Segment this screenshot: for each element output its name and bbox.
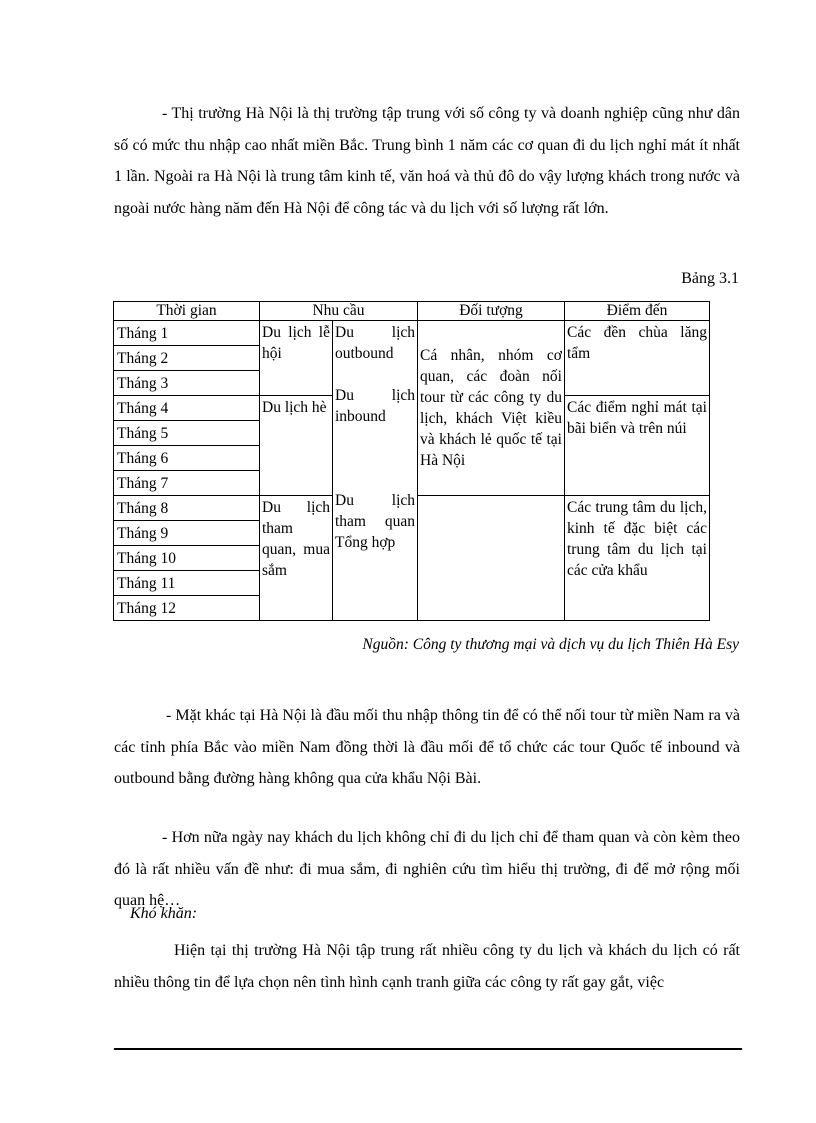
table-source-note: Nguồn: Công ty thương mại và dịch vụ du lịch Thiên Hà Esy xyxy=(362,636,739,653)
month-cell: Tháng 3 xyxy=(114,371,260,396)
header-diem-den: Điểm đến xyxy=(565,302,710,321)
demand-type-cell xyxy=(333,321,418,621)
demand-type-inbound: Du lịch inbound xyxy=(335,387,415,425)
target-customers-blank-cell xyxy=(418,496,565,621)
paragraph-information-hub: - Mặt khác tại Hà Nội là đầu mối thu nhập thông tin để có thể nối tour từ miền Nam ra và các tỉnh phía Bắc vào miền Nam đồng thời là đầu mối để tổ chức các tour Quốc tế inbound và outbound bằng đường hàng không qua cửa khẩu Nội Bài. xyxy=(114,707,740,787)
demand-group-cell: Du lịch tham quan, mua sắm xyxy=(260,496,333,621)
demand-group-cell: Du lịch lễ hội xyxy=(260,321,333,396)
month-cell: Tháng 8 xyxy=(114,496,260,521)
month-cell: Tháng 11 xyxy=(114,571,260,596)
kho-khan-heading: Khó khăn: xyxy=(130,905,198,922)
month-cell: Tháng 12 xyxy=(114,596,260,621)
table-caption: Bảng 3.1 xyxy=(681,270,739,287)
demand-group-cell: Du lịch hè xyxy=(260,396,333,496)
table-header-row xyxy=(114,302,710,321)
header-doi-tuong: Đối tượng xyxy=(418,302,565,321)
month-cell: Tháng 7 xyxy=(114,471,260,496)
target-customers-cell: Cá nhân, nhóm cơ quan, các đoàn nối tour từ các công ty du lịch, khách Việt kiều và khách lẻ quốc tế tại Hà Nội xyxy=(418,321,565,496)
destination-cell: Các điểm nghỉ mát tại bãi biển và trên núi xyxy=(565,396,710,496)
footer-divider xyxy=(114,1048,742,1050)
month-cell: Tháng 2 xyxy=(114,346,260,371)
header-thoi-gian: Thời gian xyxy=(114,302,260,321)
month-cell: Tháng 4 xyxy=(114,396,260,421)
destination-cell: Các trung tâm du lịch, kinh tế đặc biệt các trung tâm du lịch tại các cửa khẩu xyxy=(565,496,710,621)
destination-cell: Các đền chùa lăng tẩm xyxy=(565,321,710,396)
month-cell: Tháng 5 xyxy=(114,421,260,446)
month-cell: Tháng 9 xyxy=(114,521,260,546)
paragraph-difficulties: Hiện tại thị trường Hà Nội tập trung rất nhiều công ty du lịch và khách du lịch có rất nhiều thông tin để lựa chọn nên tình hình cạnh tranh giữa các công ty rất gay gắt, việc xyxy=(114,942,740,991)
demand-type-outbound: Du lịch outbound xyxy=(335,324,415,362)
month-cell: Tháng 6 xyxy=(114,446,260,471)
demand-type-general: Du lịch tham quan Tổng hợp xyxy=(335,492,415,551)
paragraph-market-overview: - Thị trường Hà Nội là thị trường tập trung với số công ty và doanh nghiệp cũng như dân số có mức thu nhập cao nhất miền Bắc. Trung bình 1 năm các cơ quan đi du lịch nghỉ mát ít nhất 1 lần. Ngoài ra Hà Nội là trung tâm kinh tế, văn hoá và thủ đô do vậy lượng khách trong nước và ngoài nước hàng năm đến Hà Nội để công tác và du lịch với số lượng rất lớn. xyxy=(114,105,740,217)
header-nhu-cau: Nhu cầu xyxy=(260,302,418,321)
paragraph-customer-needs: - Hơn nữa ngày nay khách du lịch không chỉ đi du lịch chỉ để tham quan và còn kèm theo đó là rất nhiều vấn đề như: đi mua sắm, đi nghiên cứu tìm hiểu thị trường, đi để mở rộng mối quan hệ… xyxy=(114,829,740,909)
demand-table xyxy=(113,301,710,621)
month-cell: Tháng 10 xyxy=(114,546,260,571)
month-cell: Tháng 1 xyxy=(114,321,260,346)
